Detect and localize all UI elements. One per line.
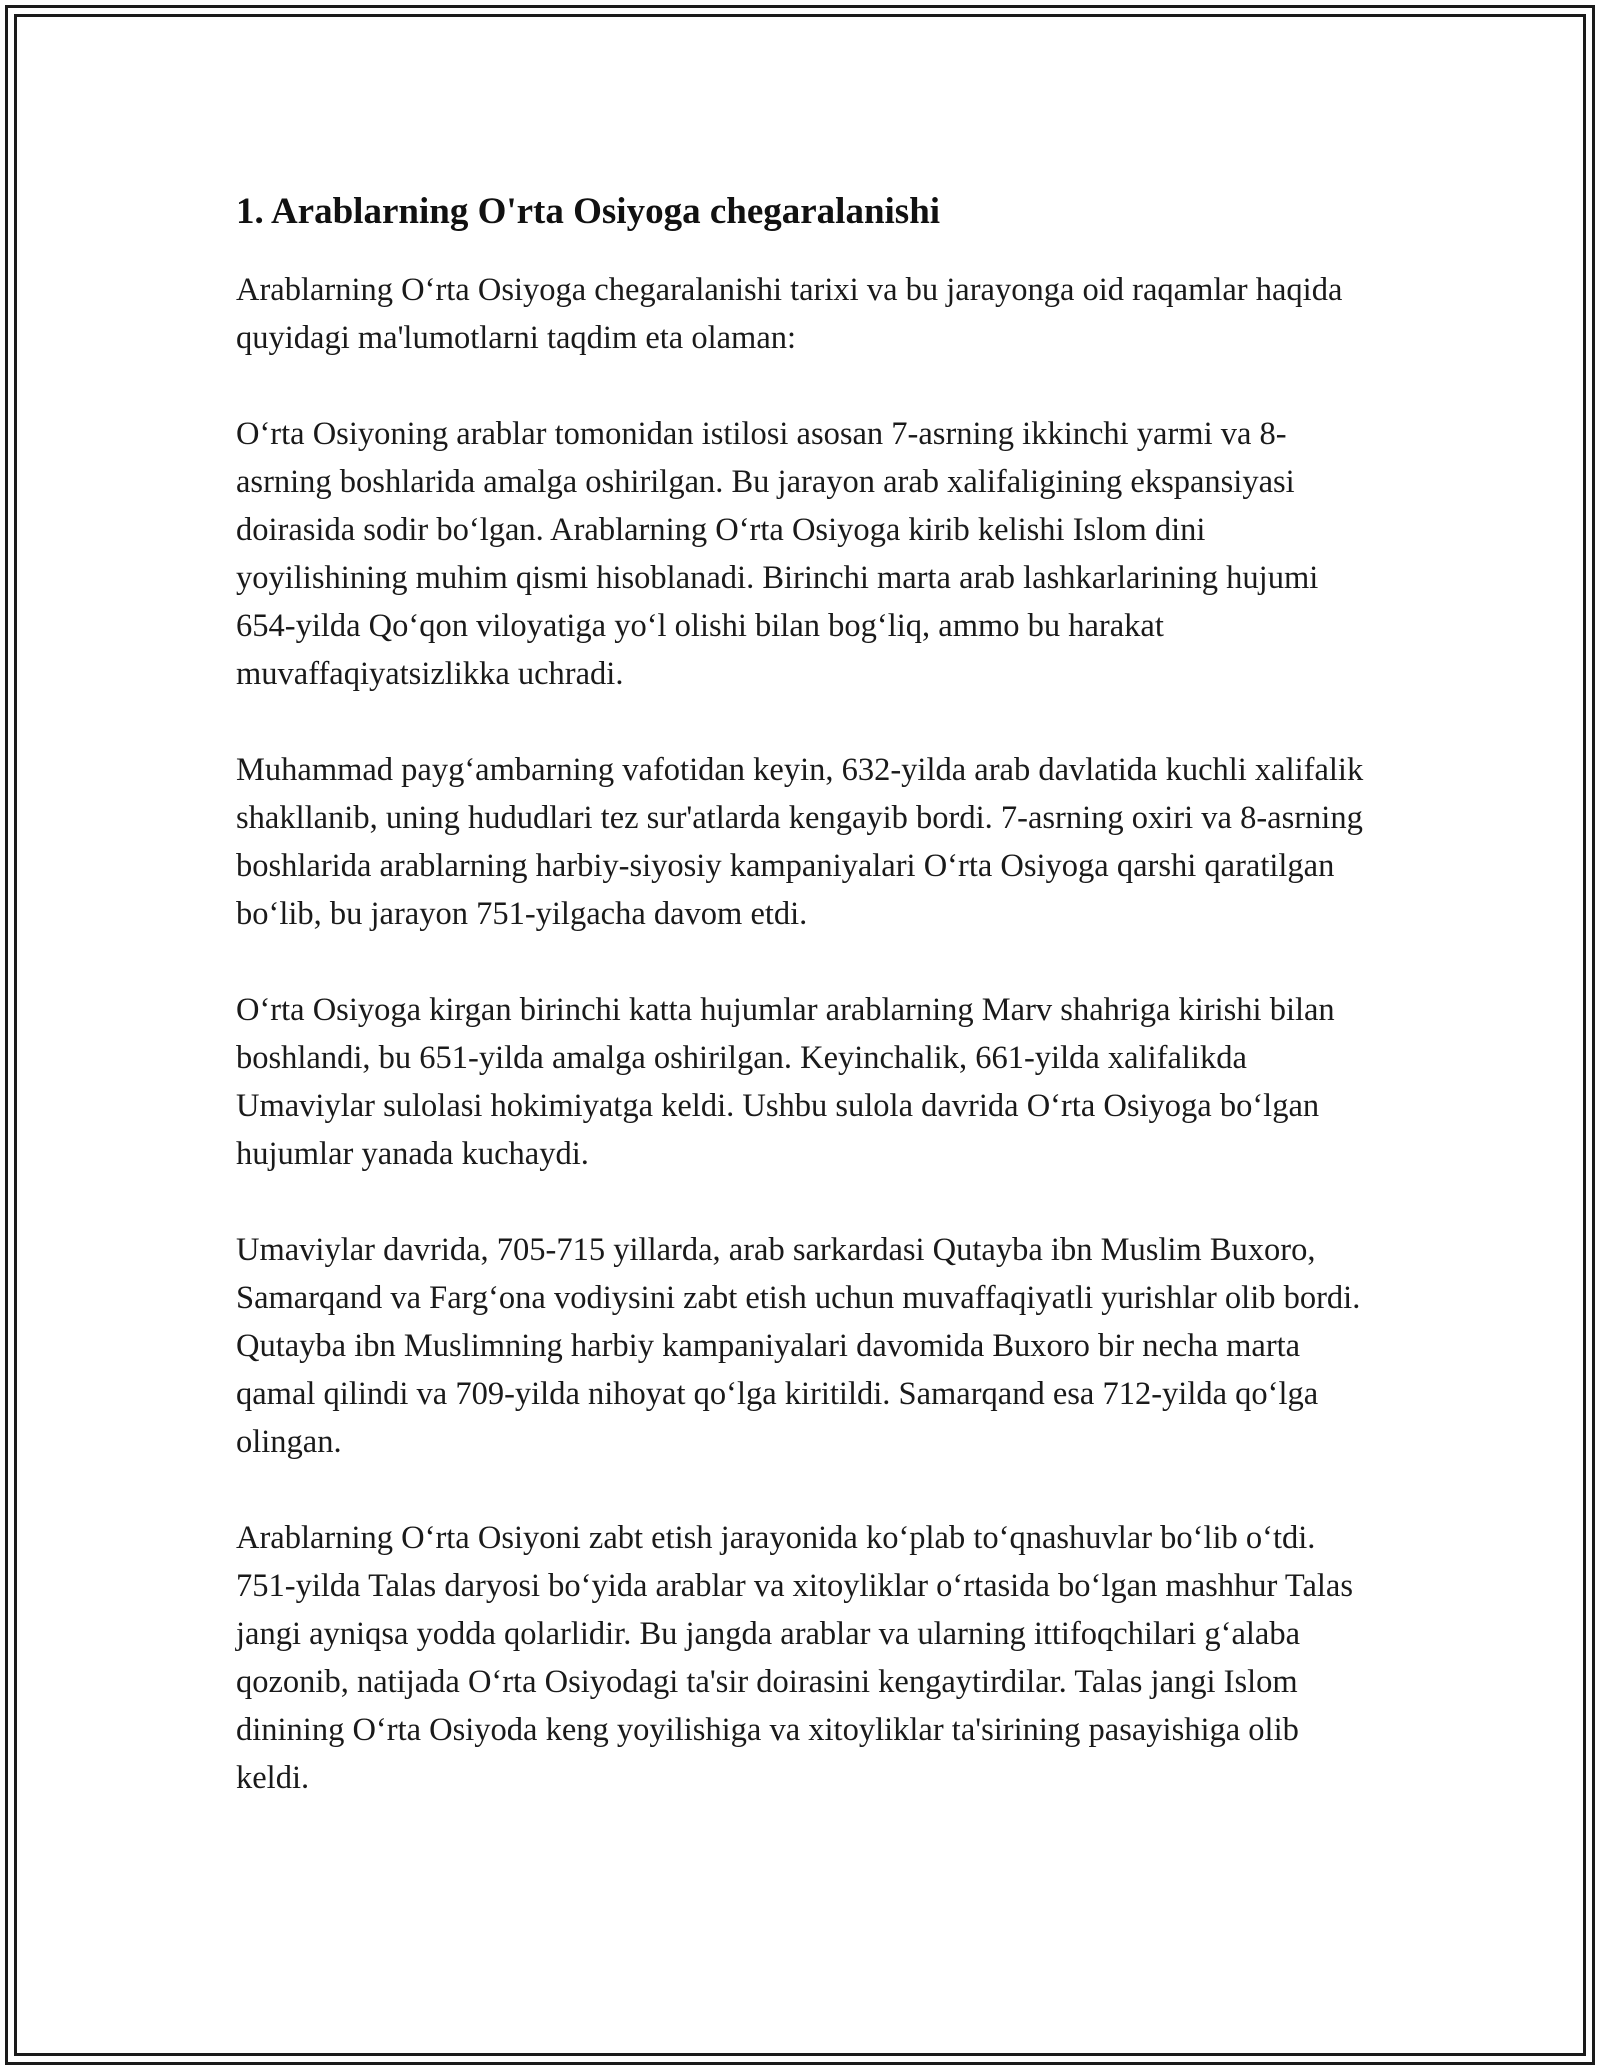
paragraph-talas: Arablarning O‘rta Osiyoni zabt etish jarayonida ko‘plab to‘qnashuvlar bo‘lib o‘tdi. 751-yilda Talas daryosi bo‘yida arablar va xitoyliklar o‘rtasida bo‘lgan mashhur Talas jangi ayniqsa yodda qolarlidir. Bu jangda arablar va ularning ittifoqchilari g‘alaba qozonib, natijada O‘rta Osiyodagi ta'sir doirasini kengaytirdilar. Talas jangi Islom dinining O‘rta Osiyoda keng yoyilishiga va xitoyliklar ta'sirining pasayishiga olib keldi. <box>236 1520 1353 1796</box>
paragraph-qutayba: Umaviylar davrida, 705-715 yillarda, arab sarkardasi Qutayba ibn Muslim Buxoro, Samarqand va Farg‘ona vodiysini zabt etish uchun muvaffaqiyatli yurishlar olib bordi. Qutayba ibn Muslimning harbiy kampaniyalari davomida Buxoro bir necha marta qamal qilindi va 709-yilda nihoyat qo‘lga kiritildi. Samarqand esa 712-yilda qo‘lga olingan. <box>236 1232 1361 1460</box>
document-body <box>236 186 1376 1850</box>
paragraph-caliphate: Muhammad payg‘ambarning vafotidan keyin, 632-yilda arab davlatida kuchli xalifalik shakllanib, uning hududlari tez sur'atlarda kengayib bordi. 7-asrning oxiri va 8-asrning boshlarida arablarning harbiy-siyosiy kampaniyalari O‘rta Osiyoga qarshi qaratilgan bo‘lib, bu jarayon 751-yilgacha davom etdi. <box>236 752 1364 932</box>
paragraph-conquest-overview: O‘rta Osiyoning arablar tomonidan istilosi asosan 7-asrning ikkinchi yarmi va 8-asrning boshlarida amalga oshirilgan. Bu jarayon arab xalifaligining ekspansiyasi doirasida sodir bo‘lgan. Arablarning O‘rta Osiyoga kirib kelishi Islom dini yoyilishining muhim qismi hisoblanadi. Birinchi marta arab lashkarlarining hujumi 654-yilda Qo‘qon viloyatiga yo‘l olishi bilan bog‘liq, ammo bu harakat muvaffaqiyatsizlikka uchradi. <box>236 416 1319 692</box>
paragraph-marv: O‘rta Osiyoga kirgan birinchi katta hujumlar arablarning Marv shahriga kirishi bilan boshlandi, bu 651-yilda amalga oshirilgan. Keyinchalik, 661-yilda xalifalikda Umaviylar sulolasi hokimiyatga keldi. Ushbu sulola davrida O‘rta Osiyoga bo‘lgan hujumlar yanada kuchaydi. <box>236 992 1335 1172</box>
section-heading: 1. Arablarning O'rta Osiyoga chegaralanishi <box>236 191 941 232</box>
paragraph-intro: Arablarning O‘rta Osiyoga chegaralanishi tarixi va bu jarayonga oid raqamlar haqida quyidagi ma'lumotlarni taqdim eta olaman: <box>236 272 1343 356</box>
